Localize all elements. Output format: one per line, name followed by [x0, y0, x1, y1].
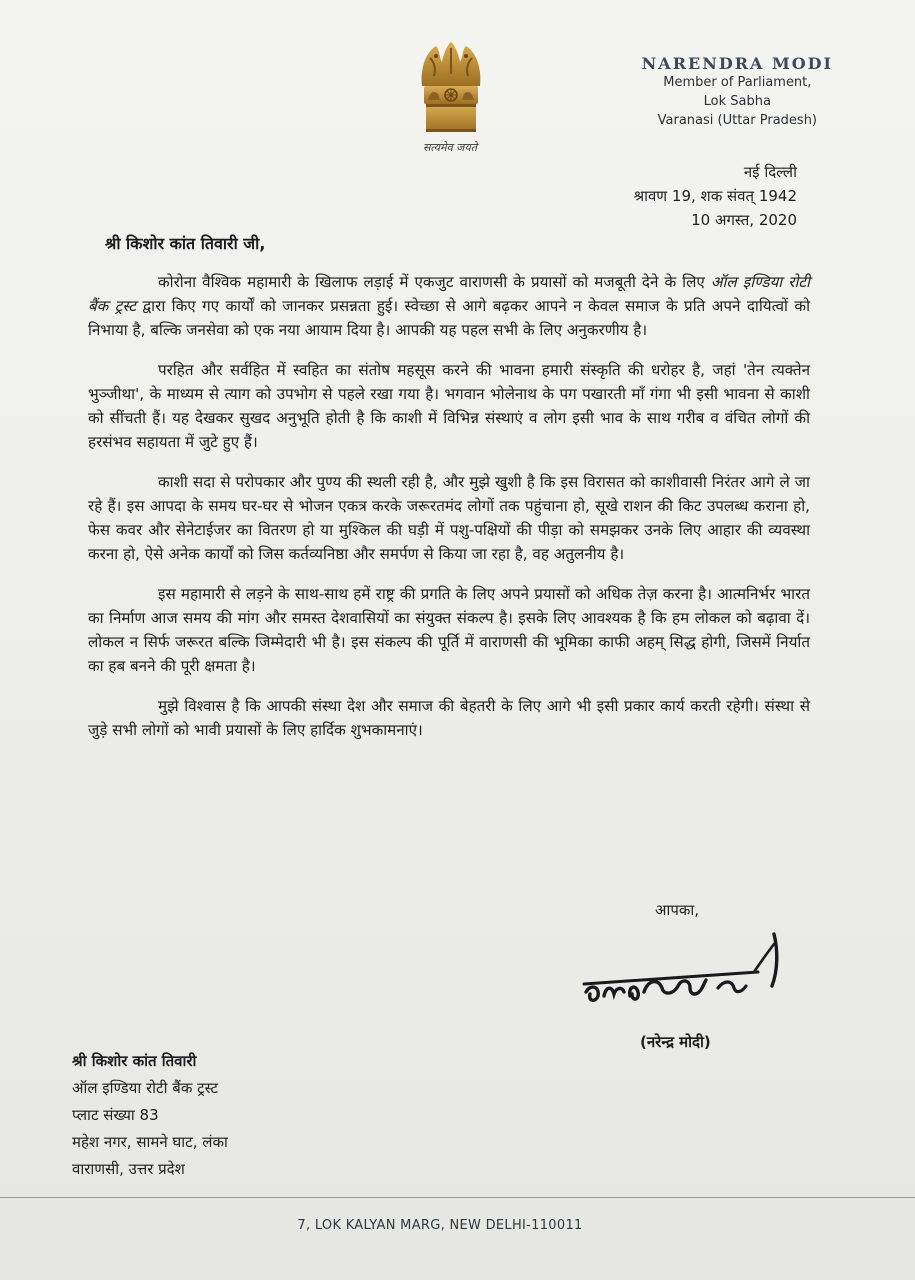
recipient-address	[72, 1048, 228, 1183]
recipient-name: श्री किशोर कांत तिवारी	[72, 1052, 197, 1070]
handwritten-signature	[578, 930, 788, 1010]
paragraph-3: काशी सदा से परोपकार और पुण्य की स्थली रही है, और मुझे खुशी है कि इस विरासत को काशीवासी निरंतर आगे ले जा रहे हैं। इस आपदा के समय घर-घर से भोजन एकत्र करके जरूरतमंद लोगों तक पहुंचाना हो, सूखे राशन की किट उपलब्ध कराना हो, फेस कवर और सेनेटाईजर का वितरण हो या मुश्किल की घड़ी में पशु-पक्षियों की पीड़ा को समझकर उनके लिए आहार की व्यवस्था करना हो, ऐसे अनेक कार्यों को जिस कर्तव्यनिष्ठा और समर्पण से किया जा रहा है, वह अतुलनीय है।	[88, 473, 810, 563]
sender-name: NARENDRA MODI	[641, 54, 833, 73]
paragraph-2: परहित और सर्वहित में स्वहित का संतोष महसूस करने की भावना हमारी संस्कृति की धरोहर है, जहां 'तेन त्यक्तेन भुञ्जीथा', के माध्यम से त्याग को उपभोग से पहले रखा गया है। भगवान भोलेनाथ के पग पखारती माँ गंगा भी इसी भावना से काशी को सींचती हैं। यह देखकर सुखद अनुभूति होती है कि काशी में विभिन्न संस्थाएं व लोग इसी भाव के साथ गरीब व वंचित लोगों की हरसंभव सहायता में जुटे हुए हैं।	[88, 361, 810, 451]
date-block	[633, 160, 797, 232]
paragraph-5: मुझे विश्वास है कि आपकी संस्था देश और समाज की बेहतरी के लिए आगे भी इसी प्रकार कार्य करती रहेगी। संस्था से जुड़े सभी लोगों को भावी प्रयासों के लिए हार्दिक शुभकामनाएं।	[88, 697, 810, 739]
sender-house: Lok Sabha	[703, 94, 771, 109]
paragraph-4: इस महामारी से लड़ने के साथ-साथ हमें राष्ट्र की प्रगति के लिए अपने प्रयासों को अधिक तेज़ करना है। आत्मनिर्भर भारत का निर्माण आज समय की मांग और समस्त देशवासियों का संयुक्त संकल्प है। इसके लिए आवश्यक है कि हम लोकल को बढ़ावा दें। लोकल न सिर्फ जरूरत बल्कि जिम्मेदारी भी है। इस संकल्प की पूर्ति में वाराणसी की भूमिका काफी अहम् सिद्ध होगी, जिसमें निर्यात का हब बनने की पूरी क्षमता है।	[88, 585, 810, 675]
salutation: श्री किशोर कांत तिवारी जी,	[105, 234, 266, 253]
trust-name: ऑल इण्डिया रोटी बैंक ट्रस्ट	[88, 273, 810, 315]
emblem-motto: सत्यमेव जयते	[422, 141, 477, 154]
closing: आपका,	[655, 901, 700, 919]
national-emblem-icon	[412, 38, 490, 138]
letter-body	[88, 270, 810, 758]
sender-constituency: Varanasi (Uttar Pradesh)	[657, 113, 818, 128]
recipient-plot: प्लाट संख्या 83	[72, 1106, 159, 1124]
recipient-area: महेश नगर, सामने घाट, लंका	[72, 1133, 228, 1151]
sender-title: Member of Parliament,	[663, 75, 812, 90]
recipient-org: ऑल इण्डिया रोटी बैंक ट्रस्ट	[72, 1079, 219, 1097]
footer-address: 7, LOK KALYAN MARG, NEW DELHI-110011	[297, 1218, 583, 1233]
footer-divider	[0, 1197, 915, 1198]
date-saka: श्रावण 19, शक संवत् 1942	[633, 187, 797, 205]
recipient-city: वाराणसी, उत्तर प्रदेश	[72, 1160, 185, 1178]
sender-letterhead	[642, 54, 833, 130]
signer-name: (नरेन्द्र मोदी)	[640, 1033, 711, 1051]
paragraph-1-end: द्वारा किए गए कार्यों को जानकर प्रसन्नता हुई। स्वेच्छा से आगे बढ़कर आपने न केवल समाज के प्रति अपने दायित्वों को निभाया है, बल्कि जनसेवा को एक नया आयाम दिया है। आपकी यह पहल सभी के लिए अनुकरणीय है।	[88, 297, 810, 339]
paragraph-1	[88, 270, 810, 342]
date-gregorian: 10 अगस्त, 2020	[691, 211, 797, 229]
paragraph-1-start: कोरोना वैश्विक महामारी के खिलाफ लड़ाई में एकजुट वाराणसी के प्रयासों को मजबूती देने के लिए	[158, 273, 711, 291]
date-place: नई दिल्ली	[743, 163, 797, 181]
